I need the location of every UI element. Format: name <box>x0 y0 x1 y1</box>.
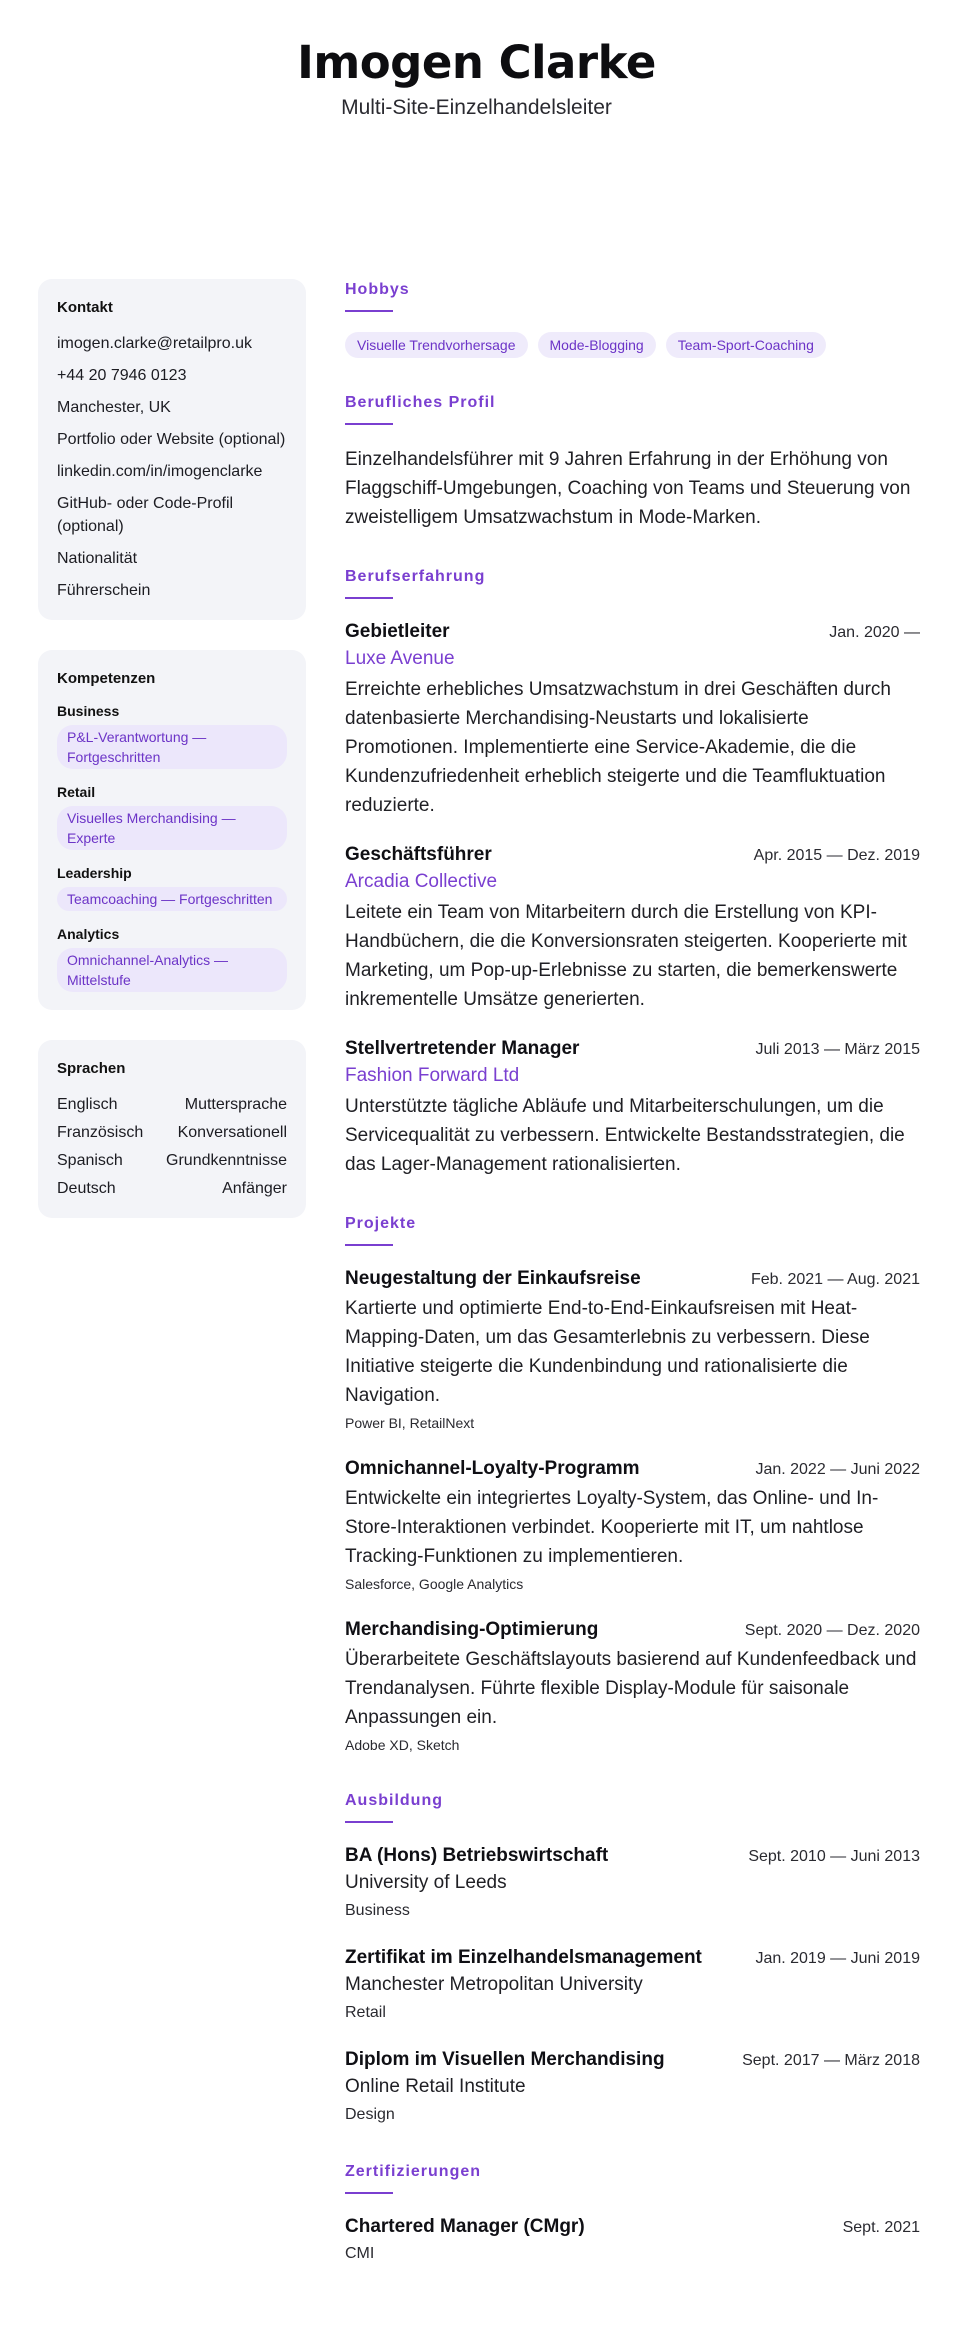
hobbies-section <box>345 279 920 358</box>
skills-title: Kompetenzen <box>57 670 156 687</box>
language-name: Französisch <box>57 1124 144 1141</box>
certification-issuer: CMI <box>345 2245 375 2262</box>
experience-entry <box>345 842 920 1014</box>
job-title: Stellvertretender Manager <box>345 1038 580 1059</box>
language-level: Konversationell <box>177 1124 287 1141</box>
skill-chip: Teamcoaching — Fortgeschritten <box>57 887 287 911</box>
contact-card <box>38 279 306 620</box>
job-description: Unterstützte tägliche Abläufe und Mitarbeiterschulungen, um die Servicequalität zu verbessern. Entwickelte Bestandsstrategien, die das Lager-Management rationalisierten. <box>345 1096 905 1175</box>
skill-group <box>57 784 287 850</box>
section-title: Berufserfahrung <box>345 568 486 585</box>
section-divider <box>345 1244 393 1246</box>
job-date: Apr. 2015 — Dez. 2019 <box>753 847 920 864</box>
job-description: Erreichte erhebliches Umsatzwachstum in drei Geschäften durch datenbasierte Merchandising-Neustarts und lokalisierte Promotionen. Implementierte eine Service-Akademie, die die Kundenzufriedenheit erheblich steigerte und die Teamfluktuation reduzierte. <box>345 679 891 816</box>
degree-title: Zertifikat im Einzelhandelsmanagement <box>345 1947 702 1968</box>
projects-section <box>345 1213 920 1756</box>
degree-date: Sept. 2010 — Juni 2013 <box>748 1848 920 1865</box>
job-title: Gebietleiter <box>345 621 450 642</box>
contact-title: Kontakt <box>57 299 113 316</box>
skill-category: Leadership <box>57 865 132 881</box>
candidate-name: Imogen Clarke <box>297 36 656 89</box>
education-entry <box>345 1843 920 1923</box>
contact-phone[interactable]: +44 20 7946 0123 <box>57 367 187 384</box>
project-title: Merchandising-Optimierung <box>345 1619 599 1640</box>
hobby-list <box>345 332 920 358</box>
contact-license: Führerschein <box>57 582 151 599</box>
field-of-study: Business <box>345 1902 410 1919</box>
section-title: Projekte <box>345 1215 417 1232</box>
resume-header <box>0 0 953 122</box>
degree-title: BA (Hons) Betriebswirtschaft <box>345 1845 609 1866</box>
skill-group <box>57 703 287 769</box>
education-section <box>345 1790 920 2127</box>
certification-date: Sept. 2021 <box>842 2219 920 2236</box>
candidate-headline: Multi-Site-Einzelhandelsleiter <box>341 96 612 119</box>
skill-group <box>57 865 287 911</box>
skill-category: Business <box>57 703 120 719</box>
degree-title: Diplom im Visuellen Merchandising <box>345 2049 665 2070</box>
job-date: Jan. 2020 — <box>829 624 920 641</box>
project-entry <box>345 1266 920 1434</box>
language-row <box>57 1093 287 1116</box>
project-description: Überarbeitete Geschäftslayouts basierend auf Kundenfeedback und Trendanalysen. Führte flexible Display-Module für saisonale Anpassungen ein. <box>345 1649 917 1728</box>
profile-summary: Einzelhandelsführer mit 9 Jahren Erfahrung in der Erhöhung von Flaggschiff-Umgebungen, Coaching von Teams und Steuerung von zweistelligem Umsatzwachstum in Mode-Marken. <box>345 449 911 528</box>
language-level: Muttersprache <box>184 1096 287 1113</box>
field-of-study: Design <box>345 2106 395 2123</box>
project-entry <box>345 1617 920 1756</box>
skill-category: Retail <box>57 784 96 800</box>
section-divider <box>345 423 393 425</box>
section-title: Ausbildung <box>345 1792 443 1809</box>
experience-entry <box>345 619 920 820</box>
certifications-section <box>345 2161 920 2266</box>
project-title: Omnichannel-Loyalty-Programm <box>345 1458 640 1479</box>
contact-location: Manchester, UK <box>57 399 171 416</box>
language-row <box>57 1149 287 1172</box>
degree-date: Sept. 2017 — März 2018 <box>742 2052 920 2069</box>
project-tools: Power BI, RetailNext <box>345 1415 475 1431</box>
section-divider <box>345 1821 393 1823</box>
section-title: Berufliches Profil <box>345 394 496 411</box>
language-name: Englisch <box>57 1096 118 1113</box>
job-date: Juli 2013 — März 2015 <box>755 1041 920 1058</box>
project-title: Neugestaltung der Einkaufsreise <box>345 1268 641 1289</box>
language-name: Spanisch <box>57 1152 123 1169</box>
field-of-study: Retail <box>345 2004 386 2021</box>
project-entry <box>345 1456 920 1595</box>
languages-title: Sprachen <box>57 1060 126 1077</box>
language-level: Grundkenntnisse <box>166 1152 287 1169</box>
skill-chip: Visuelles Merchandising — Experte <box>57 806 287 850</box>
skill-chip: P&L-Verantwortung — Fortgeschritten <box>57 725 287 769</box>
section-divider <box>345 2192 393 2194</box>
project-tools: Adobe XD, Sketch <box>345 1737 460 1753</box>
institution: University of Leeds <box>345 1872 507 1893</box>
profile-section <box>345 392 920 532</box>
skills-card <box>38 650 306 1010</box>
contact-linkedin[interactable]: linkedin.com/in/imogenclarke <box>57 463 263 480</box>
certification-title: Chartered Manager (CMgr) <box>345 2216 585 2237</box>
language-level: Anfänger <box>222 1180 287 1197</box>
main-content <box>345 279 920 2300</box>
section-divider <box>345 597 393 599</box>
project-description: Entwickelte ein integriertes Loyalty-System, das Online- und In-Store-Interaktionen verbindet. Kooperierte mit IT, um nahtlose Tracking-Funktionen zu implementieren. <box>345 1488 879 1567</box>
sidebar <box>38 279 306 1248</box>
education-entry <box>345 1945 920 2025</box>
languages-card <box>38 1040 306 1218</box>
job-description: Leitete ein Team von Mitarbeitern durch die Erstellung von KPI-Handbüchern, die die Konversionsraten steigerten. Kooperierte mit Marketing, um Pop-up-Erlebnisse zu starten, die bemerkenswerte inkrementelle Umsätze generierten. <box>345 902 907 1010</box>
hobby-chip: Team-Sport-Coaching <box>666 332 826 358</box>
experience-section <box>345 566 920 1179</box>
job-title: Geschäftsführer <box>345 844 492 865</box>
skill-chip: Omnichannel-Analytics — Mittelstufe <box>57 948 287 992</box>
hobby-chip: Mode-Blogging <box>538 332 656 358</box>
project-date: Jan. 2022 — Juni 2022 <box>755 1461 920 1478</box>
language-row <box>57 1177 287 1200</box>
language-row <box>57 1121 287 1144</box>
language-name: Deutsch <box>57 1180 116 1197</box>
project-date: Sept. 2020 — Dez. 2020 <box>744 1622 920 1639</box>
contact-github: GitHub- oder Code-Profil (optional) <box>57 495 234 535</box>
hobby-chip: Visuelle Trendvorhersage <box>345 332 528 358</box>
contact-nationality: Nationalität <box>57 550 138 567</box>
project-tools: Salesforce, Google Analytics <box>345 1576 524 1592</box>
certification-entry <box>345 2214 920 2266</box>
job-company: Arcadia Collective <box>345 871 498 892</box>
degree-date: Jan. 2019 — Juni 2019 <box>755 1950 920 1967</box>
section-divider <box>345 310 393 312</box>
contact-portfolio: Portfolio oder Website (optional) <box>57 431 286 448</box>
contact-email[interactable]: imogen.clarke@retailpro.uk <box>57 335 252 352</box>
institution: Manchester Metropolitan University <box>345 1974 643 1995</box>
section-title: Hobbys <box>345 281 410 298</box>
education-entry <box>345 2047 920 2127</box>
job-company: Fashion Forward Ltd <box>345 1065 520 1086</box>
project-description: Kartierte und optimierte End-to-End-Einkaufsreisen mit Heat-Mapping-Daten, um das Gesamterlebnis zu verbessern. Diese Initiative steigerte die Kundenbindung und rationalisierte die Navigation. <box>345 1298 870 1406</box>
skill-group <box>57 926 287 992</box>
project-date: Feb. 2021 — Aug. 2021 <box>750 1271 920 1288</box>
job-company: Luxe Avenue <box>345 648 455 669</box>
skill-category: Analytics <box>57 926 120 942</box>
institution: Online Retail Institute <box>345 2076 526 2097</box>
section-title: Zertifizierungen <box>345 2163 482 2180</box>
experience-entry <box>345 1036 920 1179</box>
